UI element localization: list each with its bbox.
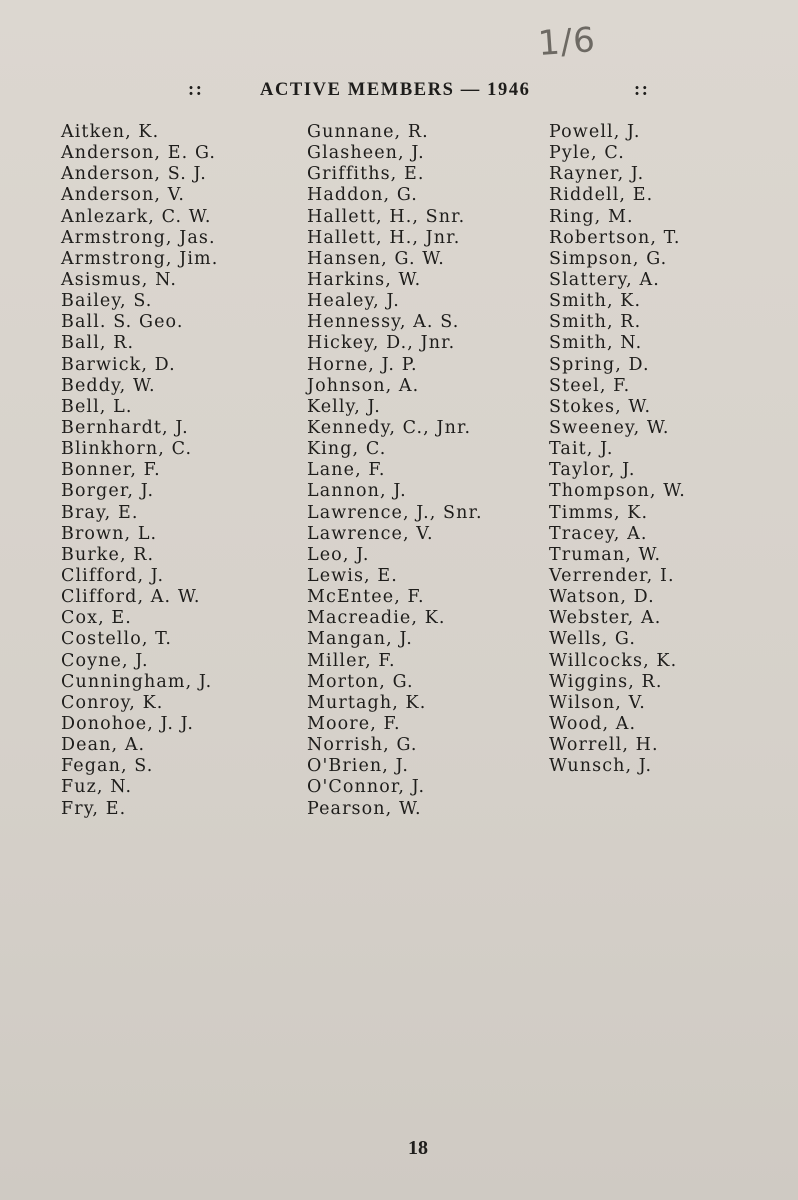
member-name: Borger, J.: [61, 481, 155, 502]
member-name: Ball, R.: [61, 333, 135, 354]
member-name: Dean, A.: [61, 735, 146, 756]
member-name: Hansen, G. W.: [307, 248, 445, 269]
member-name: Simpson, G.: [549, 248, 668, 269]
member-name: Armstrong, Jas.: [61, 227, 216, 248]
member-name: Ball. S. Geo.: [61, 312, 184, 333]
member-name: Glasheen, J.: [307, 143, 425, 164]
member-name: King, C.: [307, 439, 387, 460]
page-number: 18: [408, 1137, 428, 1159]
member-name: Lawrence, V.: [307, 523, 434, 544]
member-name: Wood, A.: [549, 713, 637, 734]
member-name: Sweeney, W.: [549, 417, 670, 438]
member-name: Coyne, J.: [61, 650, 149, 671]
member-name: Smith, N.: [549, 333, 643, 354]
member-name: Haddon, G.: [307, 185, 418, 206]
member-name: Gunnane, R.: [307, 122, 429, 142]
member-name: Bray, E.: [61, 502, 139, 523]
member-name: Blinkhorn, C.: [61, 439, 193, 460]
member-name: Thompson, W.: [549, 481, 686, 502]
member-name: Pearson, W.: [307, 798, 422, 819]
pencil-annotation: 1/6: [536, 20, 598, 64]
member-name: Webster, A.: [549, 608, 662, 629]
page-title: ACTIVE MEMBERS — 1946: [260, 80, 531, 100]
member-name: Powell, J.: [549, 122, 641, 142]
member-name: Harkins, W.: [307, 269, 422, 290]
member-column-3: [549, 122, 686, 777]
member-name: Bell, L.: [61, 396, 133, 417]
member-name: Wells, G.: [549, 629, 637, 650]
member-name: Bonner, F.: [61, 460, 161, 481]
member-name: Brown, L.: [61, 523, 158, 544]
member-name: Smith, R.: [549, 312, 642, 333]
member-name: Anlezark, C. W.: [61, 206, 212, 227]
member-name: Hallett, H., Jnr.: [307, 227, 461, 248]
member-name: Fry, E.: [61, 798, 127, 819]
member-name: Truman, W.: [549, 544, 662, 565]
page-heading: [0, 80, 798, 106]
member-name: O'Brien, J.: [307, 756, 410, 777]
member-name: Miller, F.: [307, 650, 396, 671]
member-name: Timms, K.: [549, 502, 649, 523]
member-name: Johnson, A.: [307, 375, 420, 396]
member-name: Barwick, D.: [61, 354, 176, 375]
member-name: Worrell, H.: [549, 735, 659, 756]
member-name: Anderson, E. G.: [61, 143, 217, 164]
member-name: Mangan, J.: [307, 629, 413, 650]
member-name: Smith, K.: [549, 291, 642, 312]
member-name: Wilson, V.: [549, 692, 646, 713]
member-name: Hickey, D., Jnr.: [307, 333, 456, 354]
member-name: Kennedy, C., Jnr.: [307, 417, 472, 438]
heading-ornament-right: ::: [634, 80, 650, 100]
member-name: Moore, F.: [307, 713, 401, 734]
member-name: Morton, G.: [307, 671, 414, 692]
member-name: Fuz, N.: [61, 777, 133, 798]
member-name: Bernhardt, J.: [61, 417, 189, 438]
member-name: Anderson, V.: [61, 185, 186, 206]
member-name: Macreadie, K.: [307, 608, 446, 629]
member-column-2: [307, 122, 483, 820]
member-name: Asismus, N.: [61, 269, 178, 290]
member-name: Spring, D.: [549, 354, 650, 375]
member-name: Aitken, K.: [61, 122, 160, 142]
member-name: Verrender, I.: [549, 565, 675, 586]
member-name: Conroy, K.: [61, 692, 164, 713]
member-name: Healey, J.: [307, 291, 400, 312]
member-name: Taylor, J.: [549, 460, 636, 481]
member-name: Willcocks, K.: [549, 650, 678, 671]
member-name: Armstrong, Jim.: [61, 248, 219, 269]
member-name: Norrish, G.: [307, 735, 418, 756]
member-name: Horne, J. P.: [307, 354, 418, 375]
member-name: Burke, R.: [61, 544, 155, 565]
member-name: Donohoe, J. J.: [61, 713, 195, 734]
member-name: Beddy, W.: [61, 375, 156, 396]
member-name: Lane, F.: [307, 460, 386, 481]
member-name: Slattery, A.: [549, 269, 660, 290]
member-name: Anderson, S. J.: [61, 164, 207, 185]
member-name: Lannon, J.: [307, 481, 407, 502]
member-name: Kelly, J.: [307, 396, 381, 417]
member-name: Wiggins, R.: [549, 671, 663, 692]
member-name: Tracey, A.: [549, 523, 648, 544]
member-name: Pyle, C.: [549, 143, 625, 164]
member-column-1: [61, 122, 218, 820]
member-name: Robertson, T.: [549, 227, 681, 248]
member-name: O'Connor, J.: [307, 777, 426, 798]
member-name: Clifford, J.: [61, 565, 165, 586]
member-name: Rayner, J.: [549, 164, 645, 185]
member-name: Murtagh, K.: [307, 692, 427, 713]
member-name: Lawrence, J., Snr.: [307, 502, 483, 523]
member-name: McEntee, F.: [307, 587, 425, 608]
member-name: Clifford, A. W.: [61, 587, 201, 608]
heading-ornament-left: ::: [188, 80, 204, 100]
member-name: Steel, F.: [549, 375, 631, 396]
member-name: Hennessy, A. S.: [307, 312, 460, 333]
member-name: Hallett, H., Snr.: [307, 206, 466, 227]
member-name: Tait, J.: [549, 439, 614, 460]
member-name: Stokes, W.: [549, 396, 652, 417]
member-name: Wunsch, J.: [549, 756, 653, 777]
member-name: Riddell, E.: [549, 185, 654, 206]
member-name: Cox, E.: [61, 608, 132, 629]
member-name: Griffiths, E.: [307, 164, 425, 185]
member-name: Leo, J.: [307, 544, 370, 565]
member-name: Watson, D.: [549, 587, 655, 608]
member-name: Ring, M.: [549, 206, 634, 227]
member-name: Costello, T.: [61, 629, 173, 650]
member-name: Cunningham, J.: [61, 671, 213, 692]
member-name: Fegan, S.: [61, 756, 154, 777]
member-name: Lewis, E.: [307, 565, 398, 586]
member-name: Bailey, S.: [61, 291, 153, 312]
